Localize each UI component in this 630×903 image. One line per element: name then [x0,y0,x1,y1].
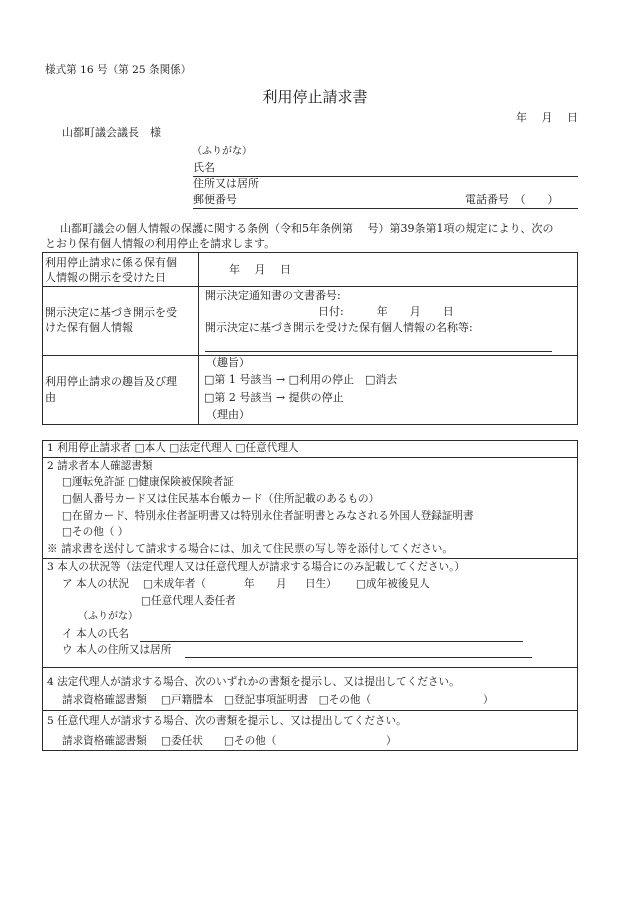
section-1-requester-type: 1 利用停止請求者 □本人 □法定代理人 □任意代理人 [47,442,299,454]
table1-column-divider [198,252,199,425]
purpose-reason-label: 利用停止請求の趣旨及び理 [45,375,177,388]
form-title: 利用停止請求書 [262,88,368,106]
table2-section-divider [42,558,578,559]
disclosed-info-label: 開示決定に基づき開示を受 [45,306,177,319]
principal-address-label: ウ 本人の住所又は居所 [62,644,172,656]
purpose-option-1: □第 1 号該当 → □利用の停止 □消去 [204,373,398,386]
birth-year-label: 年 [244,578,255,590]
voluntary-rep-docs-options: □委任状 □その他（ [161,735,277,747]
table2-section-divider [42,457,578,458]
addressee: 山都町議会議長 様 [62,126,161,139]
intro-line: とおり保有個人情報の利用停止を請求します。 [45,237,276,250]
requester-name-label: 氏名 [193,161,215,174]
adult-ward-option: □成年被後見人 [356,578,430,590]
legal-rep-docs-label: 請求資格確認書類 [62,694,147,706]
requester-postal-label: 郵便番号 [193,193,237,206]
section-2-note: ※ 請求書を送付して請求する場合には、加えて住民票の写し等を添付してください。 [47,543,453,555]
id-document-option: □運転免許証 □健康保険被保険者証 [62,476,234,488]
principal-name-label: イ 本人の氏名 [62,628,129,640]
intro-line: 山都町議会の個人情報の保護に関する条例（令和5年条例第 号）第39条第1項の規定により、次の [60,222,554,235]
disclosed-info-label: けた保有個人情報 [45,321,133,334]
notice-doc-number-label: 開示決定通知書の文書番号: [205,289,341,302]
table2-section-divider [42,667,578,668]
table2-section-divider [42,710,578,711]
principal-status-label: ア 本人の状況 [62,578,129,590]
section-2-heading: 2 請求者本人確認書類 [47,460,153,472]
disclosure-date-label: 人情報の開示を受けた日 [45,271,166,284]
voluntary-rep-docs-label: 請求資格確認書類 [62,735,147,747]
birth-month-label: 月 [276,578,287,590]
id-document-option: □在留カード、特別永住者証明書又は特別永住者証明書とみなされる外国人登録証明書 [62,510,474,522]
section-4-heading: 4 法定代理人が請求する場合、次のいずれかの書類を提示し、又は提出してください。 [47,676,460,688]
purpose-reason-label: 由 [45,391,56,404]
reason-heading: （理由） [206,408,250,421]
principal-address-underline [185,657,532,658]
delegating-principal-option: □任意代理人委任者 [141,595,236,607]
id-document-option: □その他（ ） [62,526,129,538]
form-number: 様式第 16 号（第 25 条関係） [45,64,192,76]
minor-option: □未成年者（ [143,578,206,590]
table1-row-divider [42,355,578,356]
legal-rep-other-close: ） [483,694,494,706]
principal-furigana-label: （ふりがな） [78,611,138,622]
requester-postal-underline [193,208,578,209]
id-document-option: □個人番号カード又は住民基本台帳カード（住所記載のあるもの） [62,493,380,505]
disclosure-date-label: 利用停止請求に係る保有個 [45,256,177,269]
disclosed-info-name-underline [205,351,552,352]
principal-name-underline [140,641,523,642]
notice-date-label: 日付: 年 月 日 [318,305,454,318]
requester-phone-label: 電話番号 （ ） [465,193,559,206]
table1-row-divider [42,286,578,287]
birth-day-label: 日生） [305,578,337,590]
section-3-heading: 3 本人の状況等（法定代理人又は任意代理人が請求する場合にのみ記載してください。） [47,561,465,573]
purpose-option-2: □第 2 号該当 → 提供の停止 [204,391,344,404]
purpose-heading: （趣旨） [206,356,250,369]
requester-address-label: 住所又は居所 [193,177,259,190]
legal-rep-docs-options: □戸籍謄本 □登記事項証明書 □その他（ [161,694,372,706]
disclosure-date-value: 年 月 日 [229,263,291,276]
disclosed-info-name-label: 開示決定に基づき開示を受けた保有個人情報の名称等: [205,321,473,334]
request-date: 年 月 日 [516,111,578,124]
requester-furigana-label: （ふりがな） [192,146,252,157]
voluntary-rep-other-close: ） [386,735,397,747]
section-5-heading: 5 任意代理人が請求する場合、次の書類を提示し、又は提出してください。 [47,715,407,727]
